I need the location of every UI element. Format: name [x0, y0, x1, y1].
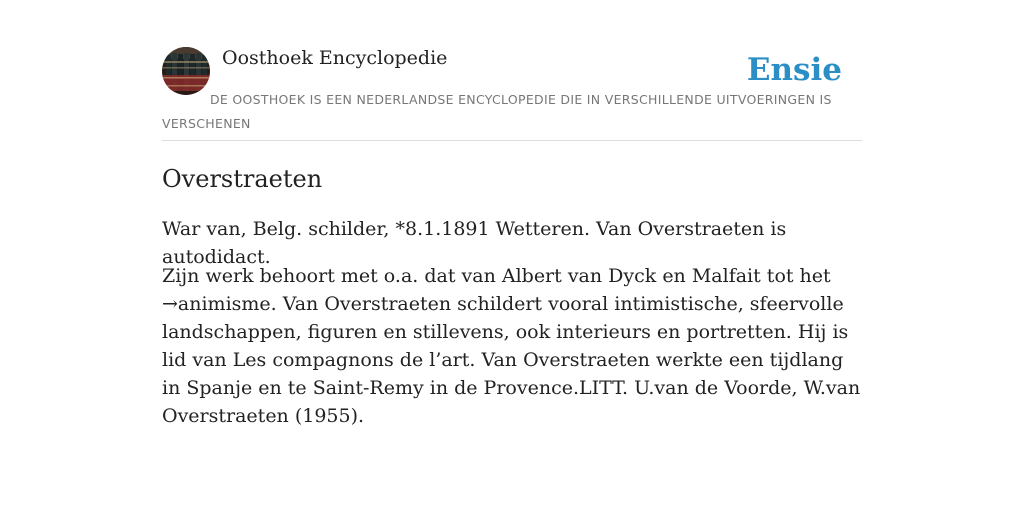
site-tagline: DE OOSTHOEK IS EEN NEDERLANDSE ENCYCLOPEDIE DIE IN VERSCHILLENDE UITVOERINGEN IS VERSCHENEN: [162, 92, 832, 131]
site-title[interactable]: Oosthoek Encyclopedie: [222, 47, 448, 69]
article-paragraph: War van, Belg. schilder, *8.1.1891 Wetteren. Van Overstraeten is autodidact.: [162, 218, 787, 268]
brand-logo[interactable]: Ensie: [746, 52, 842, 88]
page-container: [162, 0, 862, 427]
site-header: [162, 0, 862, 141]
article-paragraph: Zijn werk behoort met o.a. dat van Albert van Dyck en Malfait tot het →animisme. Van Overstraeten schildert vooral intimistische, sfeervolle landschappen, figuren en stillevens, ook interieurs en portretten. Hij is lid van Les compagnons de l’art. Van Overstraeten werkte een tijdlang in Spanje en te Saint-Remy in de Provence.LITT. U.van de Voorde, W.van Overstraeten (1955).: [162, 265, 861, 427]
article-title: Overstraeten: [162, 165, 323, 193]
